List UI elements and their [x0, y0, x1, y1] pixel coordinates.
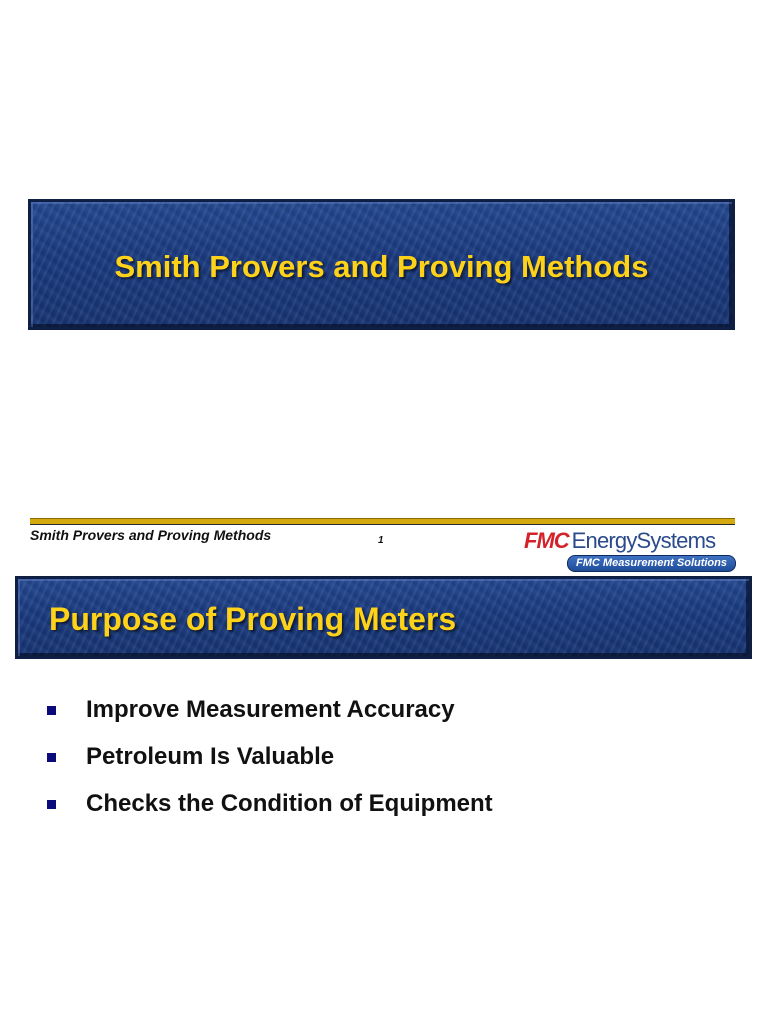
bullet-text: Checks the Condition of Equipment [86, 790, 493, 817]
logo-wordmark: EnergySystems [571, 528, 716, 553]
section-title: Purpose of Proving Meters [49, 601, 457, 637]
square-bullet-icon [47, 706, 56, 715]
section-banner [15, 576, 752, 659]
page-number: 1 [378, 535, 384, 546]
square-bullet-icon [47, 800, 56, 809]
logo-subtitle-badge: FMC Measurement Solutions [567, 555, 736, 572]
footer-title: Smith Provers and Proving Methods [30, 527, 272, 543]
slide-title: Smith Provers and Proving Methods [114, 249, 649, 284]
bullet-text: Improve Measurement Accuracy [86, 696, 455, 723]
logo-top-row [524, 528, 715, 554]
bullet-text: Petroleum Is Valuable [86, 743, 335, 770]
footer-divider [30, 518, 735, 525]
square-bullet-icon [47, 753, 56, 762]
company-logo [524, 528, 736, 572]
logo-mark: FMC [524, 528, 569, 553]
title-banner [28, 199, 735, 330]
